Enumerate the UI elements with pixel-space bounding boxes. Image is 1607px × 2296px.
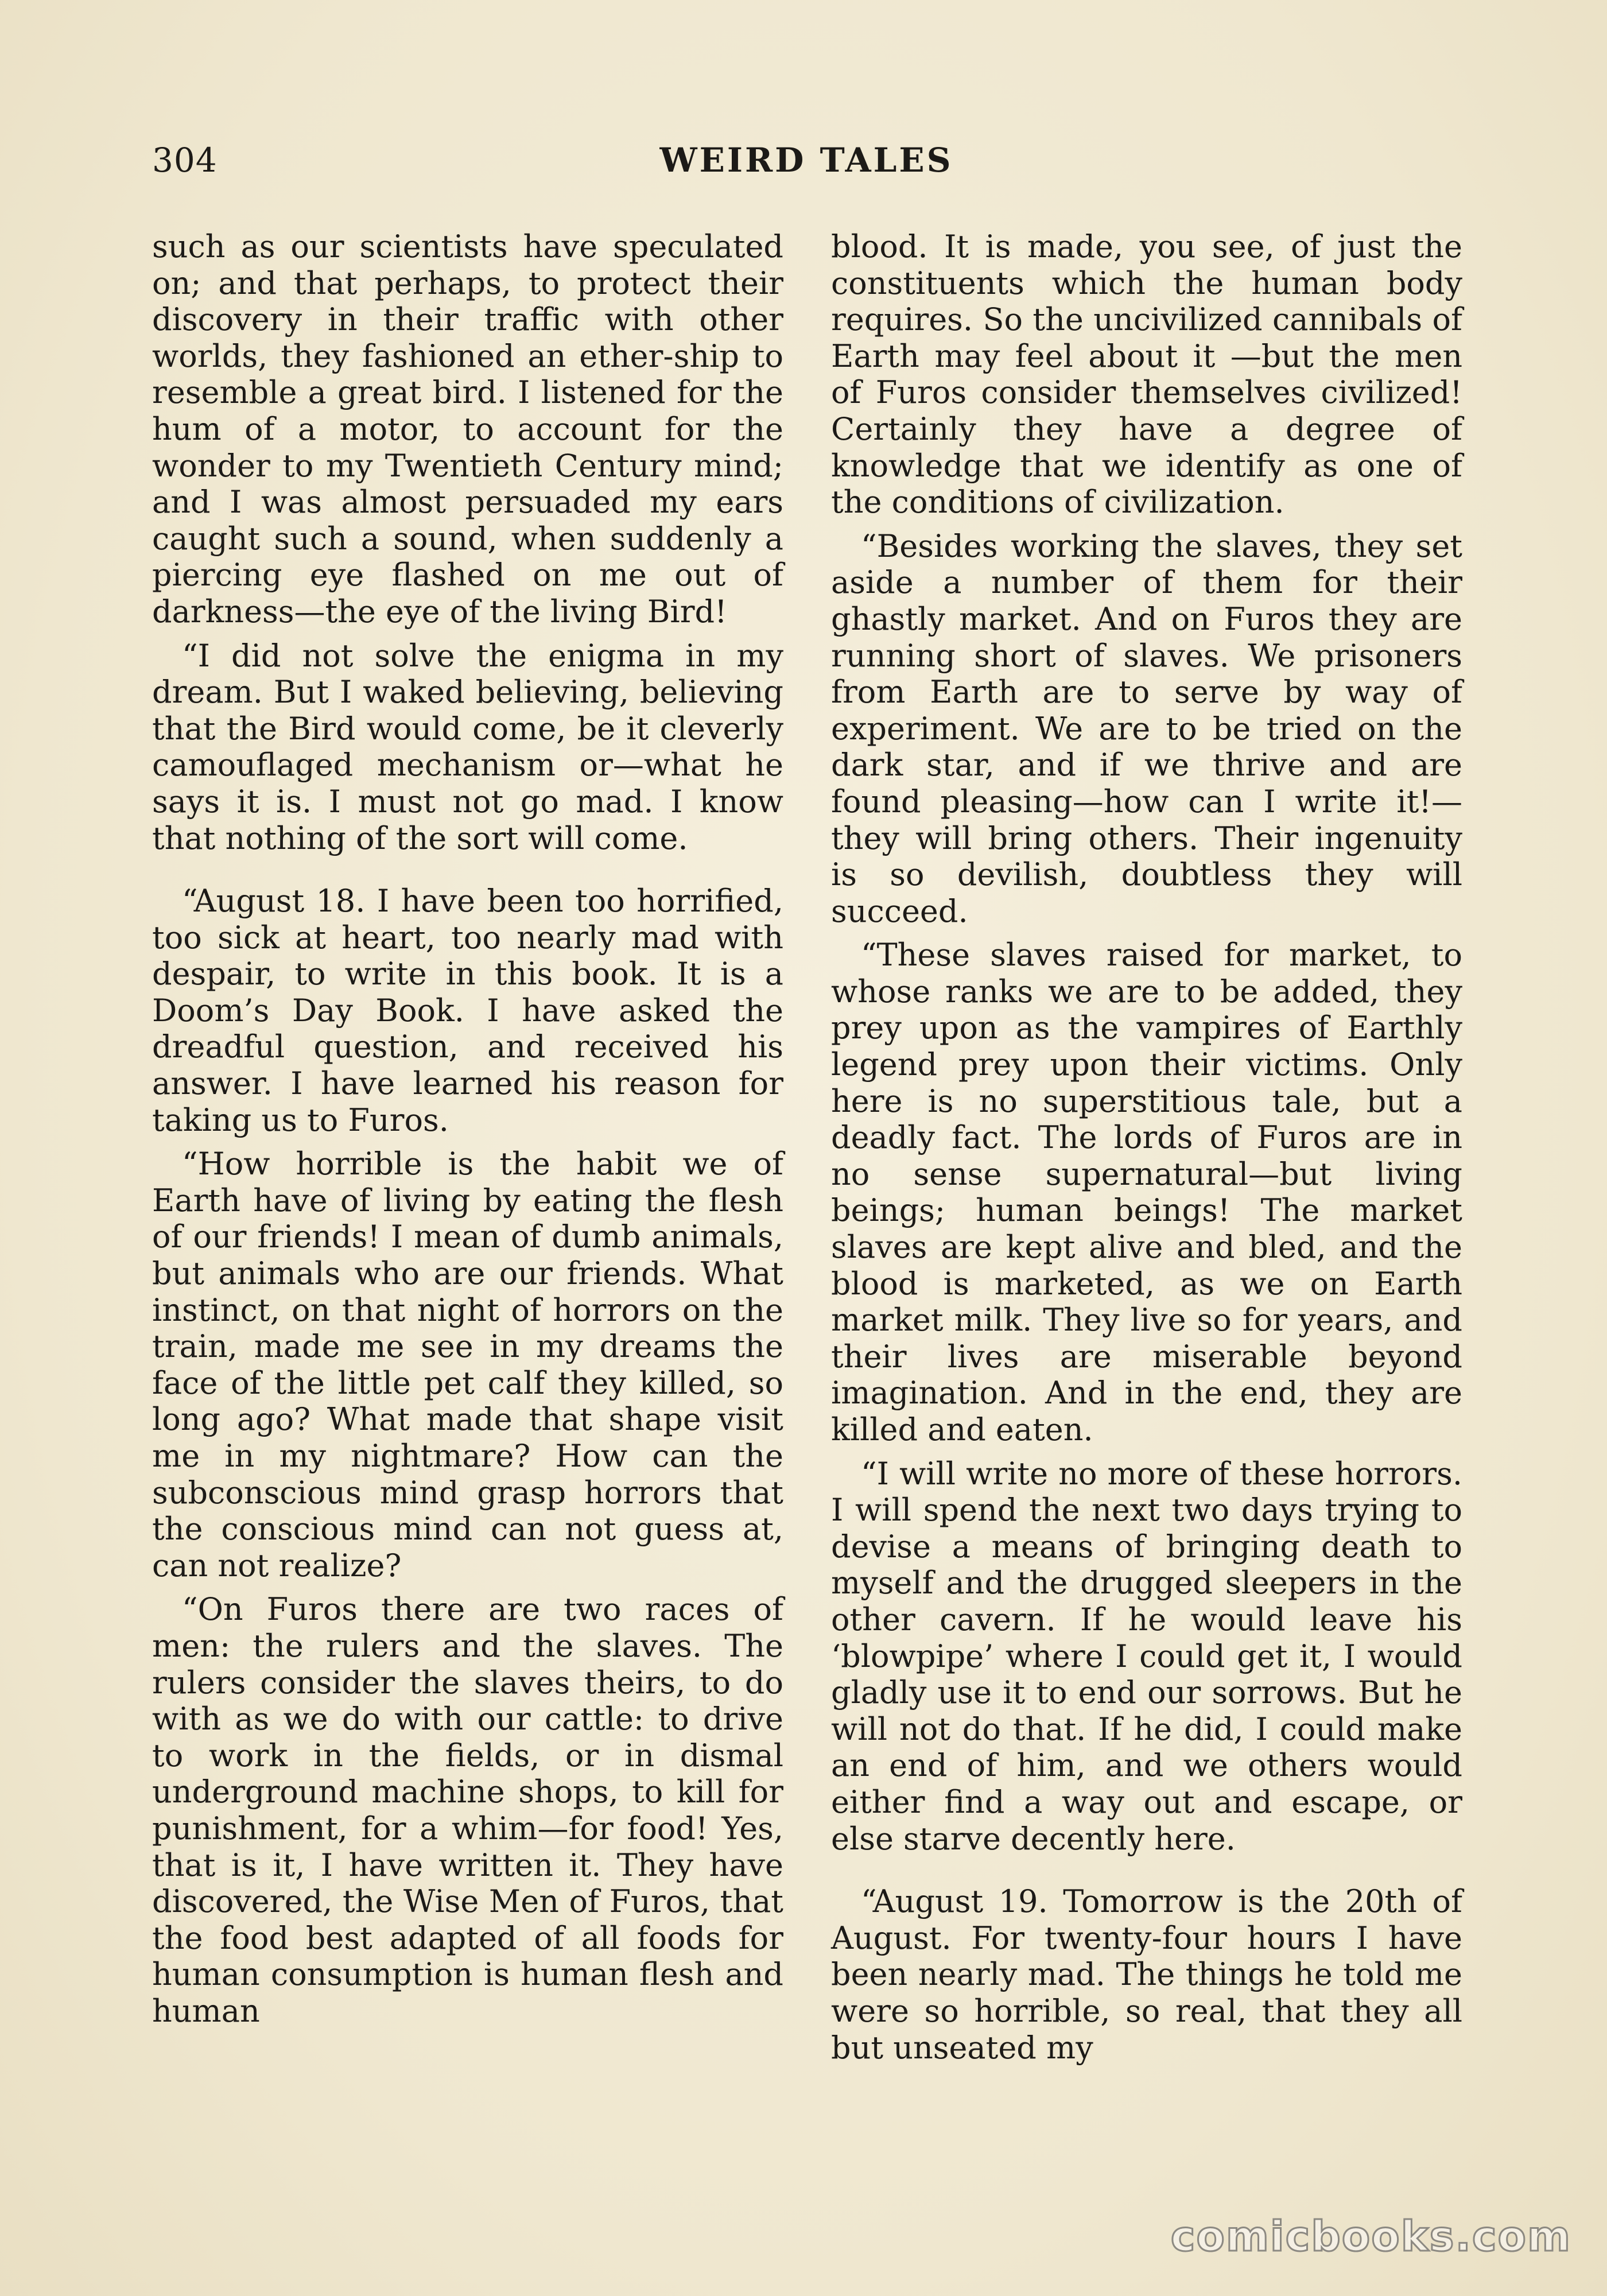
paragraph-7	[831, 528, 1462, 930]
diary-entry-august-19	[831, 1883, 1462, 2066]
paragraph-1	[152, 228, 783, 630]
paragraph-2	[152, 638, 783, 857]
paragraph-text: “I will write no more of these horrors. I will spend the next two days trying to devise a means of bringing death to myself and the drugged sleepers in the other cavern. If he would leave his ‘blowpipe’ where I could get it, I would gladly use it to end our sorrows. But he will not do that. If he did, I could make an end of him, and we others would either find a way out and escape, or else starve decently here.	[831, 1455, 1462, 1857]
paragraph-text: “On Furos there are two races of men: the rulers and the slaves. The rulers consider the slaves theirs, to do with as we do with our cattle: to drive to work in the fields, or in dismal underground machine shops, to kill for punishment, for a whim—for food! Yes, that is it, I have written it. They have discovered, the Wise Men of Furos, that the food best adapted of all foods for human consumption is human flesh and human	[152, 1591, 783, 2029]
page-number: 304	[152, 141, 218, 180]
paragraph-5	[152, 1591, 783, 2029]
paragraph-text: “How horrible is the habit we of Earth have of living by eating the flesh of our friends! I mean of dumb animals, but animals who are our friends. What instinct, on that night of horrors on the train, made me see in my dreams the face of the little pet calf they killed, so long ago? What made that shape visit me in my nightmare? How can the subconscious mind grasp horrors that the conscious mind can not guess at, can not realize?	[152, 1146, 783, 1584]
paragraph-9	[831, 1456, 1462, 1857]
paragraph-text: “These slaves raised for market, to whose ranks we are to be added, they prey upon as the vampires of Earthly legend prey upon their victims. Only here is no superstitious tale, but a deadly fact. The lords of Furos are in no sense supernatural—but living beings; human beings! The market slaves are kept alive and bled, and the blood is marketed, as we on Earth market milk. They live so for years, and their lives are miserable beyond imagination. And in the end, they are killed and eaten.	[831, 937, 1462, 1448]
paragraph-8	[831, 937, 1462, 1448]
site-watermark: comicbooks.com	[1170, 2212, 1571, 2260]
left-column	[152, 228, 783, 2037]
paragraph-text: “August 19. Tomorrow is the 20th of August. For twenty-four hours I have been nearly mad. The things he told me were so horrible, so real, that they all but unseated my	[831, 1883, 1462, 2066]
paragraph-text: blood. It is made, you see, of just the constituents which the human body requires. So the uncivilized cannibals of Earth may feel about it —but the men of Furos consider themselves civilized! Certainly they have a degree of knowledge that we identify as one of the conditions of civilization.	[831, 228, 1462, 521]
paragraph-text: “Besides working the slaves, they set aside a number of them for their ghastly market. And on Furos they are running short of slaves. We prisoners from Earth are to serve by way of experiment. We are to be tried on the dark star, and if we thrive and are found pleasing—how can I write it!—they will bring others. Their ingenuity is so devilish, doubtless they will succeed.	[831, 528, 1462, 929]
paragraph-text: “August 18. I have been too horrified, too sick at heart, too nearly mad with despair, to write in this book. It is a Doom’s Day Book. I have asked the dreadful question, and received his answer. I have learned his reason for taking us to Furos.	[152, 883, 783, 1138]
paragraph-text: such as our scientists have speculated on; and that perhaps, to protect their discovery in their traffic with other worlds, they fashioned an ether-ship to resemble a great bird. I listened for the hum of a motor, to account for the wonder to my Twentieth Century mind; and I was almost persuaded my ears caught such a sound, when suddenly a piercing eye flashed on me out of darkness—the eye of the living Bird!	[152, 228, 783, 630]
right-column	[831, 228, 1462, 2073]
paragraph-4	[152, 1146, 783, 1584]
paragraph-text: “I did not solve the enigma in my dream. But I waked believing, believing that the Bird would come, be it cleverly camouflaged mechanism or—what he says it is. I must not go mad. I know that nothing of the sort will come.	[152, 637, 783, 856]
paragraph-6	[831, 228, 1462, 521]
page-header	[152, 141, 1461, 192]
running-title: WEIRD TALES	[659, 141, 953, 180]
diary-entry-august-18	[152, 883, 783, 1138]
